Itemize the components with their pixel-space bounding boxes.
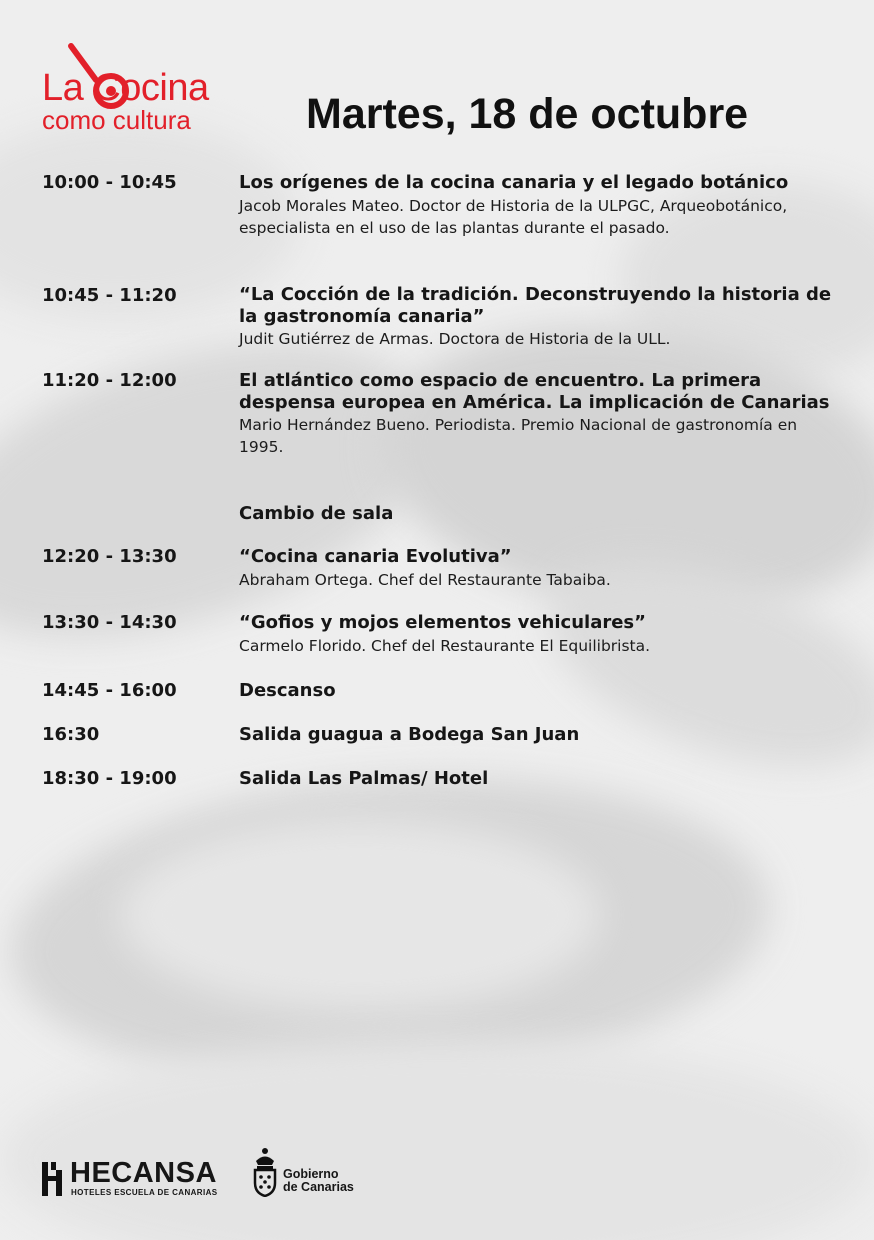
session-speaker: Judit Gutiérrez de Armas. Doctora de Historia de la ULL. [239, 330, 671, 348]
session-speaker: Mario Hernández Bueno. Periodista. Premio Nacional de gastronomía en 1995. [239, 416, 798, 456]
hecansa-name: HECANSA [70, 1157, 217, 1189]
schedule-time: 14:45 - 16:00 [42, 680, 177, 701]
schedule-time: 12:20 - 13:30 [42, 546, 177, 567]
session-speaker: Carmelo Florido. Chef del Restaurante El Equilibrista. [239, 636, 651, 655]
gobierno-line-2: de Canarias [283, 1180, 354, 1194]
schedule-time: 11:20 - 12:00 [42, 370, 177, 391]
session-title: “Gofios y mojos elementos vehiculares” [239, 612, 646, 633]
session-title: Los orígenes de la cocina canaria y el legado botánico [239, 172, 789, 193]
hecansa-logo [42, 1158, 232, 1200]
gobierno-canarias-logo [250, 1147, 380, 1197]
schedule-time: 10:00 - 10:45 [42, 172, 177, 193]
page-title: Martes, 18 de octubre [306, 90, 749, 138]
session-title: Salida guagua a Bodega San Juan [239, 724, 580, 745]
canarias-crest-icon [250, 1147, 280, 1197]
session-speaker: Jacob Morales Mateo. Doctor de Historia de la ULPGC, Arqueobotánico, especialista en el uso de las plantas durante el pasado. [239, 196, 788, 237]
session-title: “La Cocción de la tradición. Deconstruyendo la historia de la gastronomía canaria” [239, 284, 832, 327]
schedule-time: 13:30 - 14:30 [42, 612, 177, 633]
logo-line-1: La Cocina [42, 67, 209, 109]
schedule-time: 16:30 [42, 724, 100, 745]
event-logo [40, 40, 250, 135]
schedule-time: 18:30 - 19:00 [42, 768, 177, 789]
session-title: Descanso [239, 680, 336, 701]
schedule-time: 10:45 - 11:20 [42, 285, 177, 306]
gobierno-line-1: Gobierno [283, 1167, 339, 1181]
logo-line-2: como cultura [42, 105, 191, 135]
session-title: Cambio de sala [239, 503, 394, 524]
session-title: Salida Las Palmas/ Hotel [239, 768, 489, 789]
hecansa-subtitle: HOTELES ESCUELA DE CANARIAS [71, 1188, 218, 1197]
hecansa-h-icon [42, 1162, 64, 1196]
session-title: El atlántico como espacio de encuentro. La primera despensa europea en América. La implicación de Canarias [239, 370, 830, 413]
session-speaker: Abraham Ortega. Chef del Restaurante Tabaiba. [239, 570, 611, 589]
session-title: “Cocina canaria Evolutiva” [239, 546, 512, 567]
